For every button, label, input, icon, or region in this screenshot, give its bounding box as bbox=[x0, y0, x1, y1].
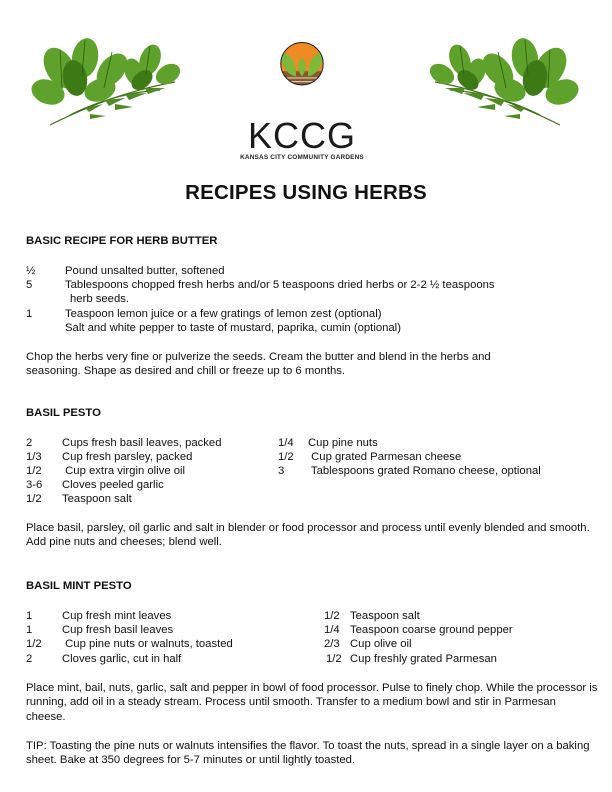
ingredient-text: herb seeds. bbox=[70, 293, 130, 305]
ingredient-text: Cup grated Parmesan cheese bbox=[308, 451, 462, 463]
ingredient-qty: 2 bbox=[26, 437, 33, 449]
ingredient-row bbox=[324, 637, 412, 651]
ingredient-text: Cup fresh mint leaves bbox=[62, 610, 172, 622]
ingredient-qty: ½ bbox=[26, 265, 36, 277]
logo-wordmark: KCCG bbox=[247, 115, 356, 156]
ingredient-text: Teaspoon salt bbox=[350, 610, 420, 622]
ingredient-row bbox=[278, 450, 461, 464]
ingredient-qty: 1/2 bbox=[326, 653, 342, 665]
ingredient-text: Cup pine nuts bbox=[308, 437, 378, 449]
ingredient-row bbox=[278, 436, 378, 450]
ingredient-text: Teaspoon coarse ground pepper bbox=[350, 624, 513, 636]
herb-sprig-icon bbox=[30, 30, 180, 135]
ingredient-row bbox=[26, 492, 132, 506]
directions-herb-butter: Chop the herbs very fine or pulverize the seeds. Cream the butter and blend in the herbs and seasoning. Shape as desired and chill or freeze up to 6 months. bbox=[26, 351, 491, 378]
ingredient-row bbox=[326, 652, 497, 666]
tip-paragraph: TIP: Toasting the pine nuts or walnuts intensifies the flavor. To toast the nuts, spread in a single layer on a baking sheet. Bake at 350 degrees for 5-7 minutes or until lightly toasted. bbox=[26, 740, 590, 767]
ingredient-row bbox=[26, 478, 164, 492]
ingredient-text: Cup fresh parsley, packed bbox=[62, 451, 193, 463]
ingredient-qty: 5 bbox=[26, 279, 33, 291]
ingredient-qty: 1/2 bbox=[26, 493, 42, 505]
ingredient-row bbox=[70, 292, 129, 306]
ingredient-text: Cloves garlic, cut in half bbox=[62, 653, 182, 665]
ingredient-text: Cup fresh basil leaves bbox=[62, 624, 174, 636]
ingredient-row bbox=[26, 464, 185, 478]
ingredient-row bbox=[324, 609, 420, 623]
ingredient-text: Salt and white pepper to taste of mustard, paprika, cumin (optional) bbox=[65, 322, 401, 334]
ingredient-row bbox=[26, 264, 225, 278]
ingredient-text: Pound unsalted butter, softened bbox=[65, 265, 225, 277]
ingredient-row bbox=[26, 450, 192, 464]
ingredient-qty: 1/2 bbox=[26, 638, 42, 650]
ingredient-row bbox=[26, 278, 495, 292]
page-title: RECIPES USING HERBS bbox=[185, 181, 427, 204]
ingredient-row bbox=[26, 652, 181, 666]
ingredient-row bbox=[26, 436, 222, 450]
ingredient-text: Cup olive oil bbox=[350, 638, 412, 650]
ingredient-qty: 3-6 bbox=[26, 479, 43, 491]
ingredient-qty: 2 bbox=[26, 653, 33, 665]
ingredient-qty: 2/3 bbox=[324, 638, 340, 650]
ingredient-text: Tablespoons grated Romano cheese, optional bbox=[308, 465, 541, 477]
ingredient-qty: 1/2 bbox=[26, 465, 42, 477]
ingredient-row bbox=[26, 623, 173, 637]
ingredient-row bbox=[26, 307, 381, 321]
logo-subtitle: KANSAS CITY COMMUNITY GARDENS bbox=[240, 154, 364, 161]
kccg-logo bbox=[236, 40, 368, 120]
herb-sprig-icon bbox=[430, 30, 580, 135]
ingredient-qty: 3 bbox=[278, 465, 285, 477]
directions-basil-pesto: Place basil, parsley, oil garlic and salt in blender or food processor and process until evenly blended and smooth. Add pine nuts and cheeses; blend well. bbox=[26, 522, 590, 549]
section-heading-basil-pesto: BASIL PESTO bbox=[26, 407, 101, 419]
ingredient-qty: 1/2 bbox=[278, 451, 294, 463]
directions-basil-mint-pesto: Place mint, bail, nuts, garlic, salt and pepper in bowl of food processor. Pulse to finely chop. While the processor is running, add oil in a steady stream. Process until smooth. Transfer to a medium bowl and stir in Parmesan cheese. bbox=[26, 682, 598, 723]
ingredient-text: Cup freshly grated Parmesan bbox=[350, 653, 497, 665]
ingredient-qty: 1 bbox=[26, 624, 33, 636]
section-heading-herb-butter: BASIC RECIPE FOR HERB BUTTER bbox=[26, 235, 218, 247]
ingredient-qty: 1 bbox=[26, 308, 33, 320]
ingredient-text: Cup extra virgin olive oil bbox=[62, 465, 186, 477]
ingredient-text: Cup pine nuts or walnuts, toasted bbox=[62, 638, 233, 650]
ingredient-text: Tablespoons chopped fresh herbs and/or 5 teaspoons dried herbs or 2-2 ½ teaspoons bbox=[65, 279, 495, 291]
ingredient-row bbox=[26, 609, 171, 623]
ingredient-qty: 1/4 bbox=[278, 437, 294, 449]
ingredient-text: Teaspoon salt bbox=[62, 493, 132, 505]
section-heading-basil-mint-pesto: BASIL MINT PESTO bbox=[26, 580, 132, 592]
ingredient-row bbox=[65, 321, 401, 335]
ingredient-text: Teaspoon lemon juice or a few gratings of lemon zest (optional) bbox=[65, 308, 382, 320]
ingredient-text: Cups fresh basil leaves, packed bbox=[62, 437, 222, 449]
ingredient-qty: 1 bbox=[26, 610, 33, 622]
ingredient-row bbox=[278, 464, 541, 478]
ingredient-qty: 1/4 bbox=[324, 624, 340, 636]
ingredient-text: Cloves peeled garlic bbox=[62, 479, 164, 491]
ingredient-qty: 1/3 bbox=[26, 451, 42, 463]
ingredient-row bbox=[26, 637, 233, 651]
ingredient-row bbox=[324, 623, 513, 637]
ingredient-qty: 1/2 bbox=[324, 610, 340, 622]
